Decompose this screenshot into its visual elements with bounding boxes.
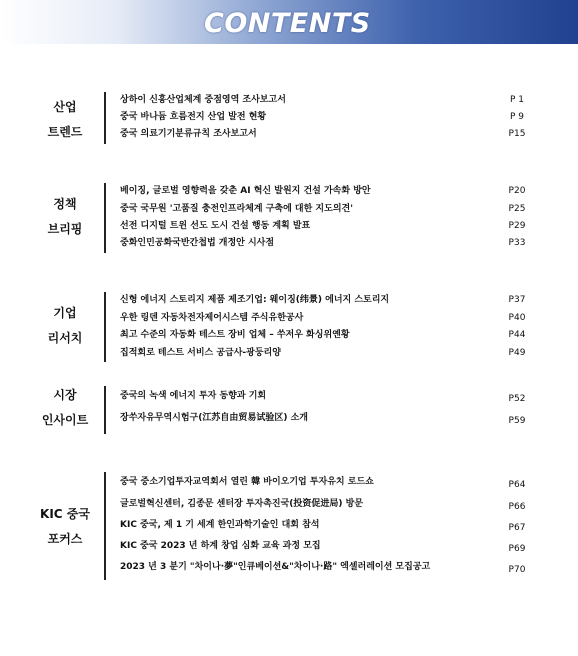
section-divider xyxy=(104,183,106,253)
toc-entry-title: 신형 에너지 스토리지 제품 제조기업: 웨이징(纬景) 에너지 스토리지 xyxy=(120,295,390,305)
section-label-line: 트렌드 xyxy=(47,125,83,139)
toc-entry[interactable] xyxy=(120,496,540,513)
toc-entry-page: P64 xyxy=(508,480,526,490)
section-label xyxy=(30,301,100,351)
toc-entry-page: P52 xyxy=(508,394,526,404)
section-label-line: 정책 xyxy=(53,197,77,211)
toc-entry-title: 상하이 신흥산업체계 중점영역 조사보고서 xyxy=(120,95,286,105)
toc-entry-title: 글로벌혁신센터, 김종문 센터장 투자촉진국(投资促进局) 방문 xyxy=(120,499,364,509)
toc-entry-page: P 1 xyxy=(509,95,524,105)
toc-entry[interactable] xyxy=(120,345,540,362)
toc-entry-page: P15 xyxy=(508,129,526,139)
toc-entry-page: P49 xyxy=(508,348,526,358)
toc-entry-page: P25 xyxy=(508,204,526,214)
toc-entry[interactable] xyxy=(120,235,540,252)
toc-entry-title: 베이징, 글로벌 영향력을 갖춘 AI 혁신 발원지 건설 가속화 방안 xyxy=(120,186,371,196)
toc-entry-title: 중국 중소기업투자교역회서 열린 韓 바이오기업 투자유치 로드쇼 xyxy=(120,477,374,487)
toc-entry[interactable] xyxy=(120,109,540,126)
toc-entry-page: P59 xyxy=(508,416,526,426)
toc-entry-title: KIC 중국, 제 1 기 세계 한인과학기술인 대회 참석 xyxy=(120,520,320,530)
section-label-line: KIC 중국 xyxy=(40,507,90,521)
toc-entry-title: 중국 의료기기분류규칙 조사보고서 xyxy=(120,129,257,139)
page-title: CONTENTS xyxy=(204,8,371,39)
section-divider xyxy=(104,292,106,362)
section-label-line: 포커스 xyxy=(47,532,83,546)
toc-entry-page: P69 xyxy=(508,544,526,554)
toc-entry-page: P44 xyxy=(508,330,526,340)
toc-entry-title: 2023 년 3 분기 "차이나·夢"인큐베이션&"차이나·路" 엑셀러레이션 모집공고 xyxy=(120,562,431,572)
toc-entry[interactable] xyxy=(120,388,540,405)
toc-entry[interactable] xyxy=(120,218,540,235)
section-divider xyxy=(104,472,106,580)
section-label-line: 브리핑 xyxy=(47,222,83,236)
toc-entry-title: 장쑤자유무역시험구(江苏自由贸易试验区) 소개 xyxy=(120,413,308,423)
toc-entry-page: P66 xyxy=(508,502,526,512)
toc-entry[interactable] xyxy=(120,92,540,109)
toc-entry[interactable] xyxy=(120,410,540,427)
toc-entry[interactable] xyxy=(120,201,540,218)
toc-entry[interactable] xyxy=(120,292,540,309)
toc-entry[interactable] xyxy=(120,183,540,200)
toc-entry-page: P29 xyxy=(508,221,526,231)
toc-entry-page: P 9 xyxy=(509,112,524,122)
toc-entry-title: 중국 바나듐 흐름전지 산업 발전 현황 xyxy=(120,112,267,122)
toc-entry[interactable] xyxy=(120,517,540,534)
section-label xyxy=(30,383,100,433)
section-label-line: 리서치 xyxy=(47,331,83,345)
toc-entry-page: P40 xyxy=(508,313,526,323)
toc-entry-page: P37 xyxy=(508,295,526,305)
toc-entry-page: P70 xyxy=(508,565,526,575)
toc-entry-title: 집적회로 테스트 서비스 공급사-광둥리양 xyxy=(120,348,281,358)
toc-entry-title: KIC 중국 2023 년 하계 창업 심화 교육 과정 모집 xyxy=(120,541,321,551)
toc-entry-title: 중화인민공화국반간첩법 개정안 시사점 xyxy=(120,238,275,248)
toc-entry-title: 최고 수준의 자동화 테스트 장비 업체 – 쑤저우 화싱위옌황 xyxy=(120,330,350,340)
toc-entry[interactable] xyxy=(120,474,540,491)
toc-entry[interactable] xyxy=(120,126,540,143)
section-label-line: 기업 xyxy=(53,306,77,320)
toc-entry-page: P33 xyxy=(508,238,526,248)
toc-entry-page: P67 xyxy=(508,523,526,533)
section-label xyxy=(30,502,100,552)
section-label xyxy=(30,192,100,242)
section-divider xyxy=(104,92,106,144)
section-divider xyxy=(104,386,106,434)
section-label-line: 산업 xyxy=(53,100,77,114)
toc-entry[interactable] xyxy=(120,559,540,576)
toc-entry[interactable] xyxy=(120,538,540,555)
toc-entry[interactable] xyxy=(120,327,540,344)
toc-entry-title: 중국의 녹색 에너지 투자 동향과 기회 xyxy=(120,391,267,401)
toc-entry-title: 선전 디지털 트윈 선도 도시 건설 행동 계획 발표 xyxy=(120,221,311,231)
header-banner xyxy=(0,0,578,44)
section-label-line: 시장 xyxy=(53,388,77,402)
section-label-line: 인사이트 xyxy=(41,413,89,427)
toc-entry-title: 중국 국무원 '고품질 충전인프라체계 구축에 대한 지도의견' xyxy=(120,204,353,214)
toc-entry[interactable] xyxy=(120,310,540,327)
section-label xyxy=(30,95,100,145)
toc-entry-page: P20 xyxy=(508,186,526,196)
toc-entry-title: 우한 링덴 자동차전자제어시스템 주식유한공사 xyxy=(120,313,304,323)
